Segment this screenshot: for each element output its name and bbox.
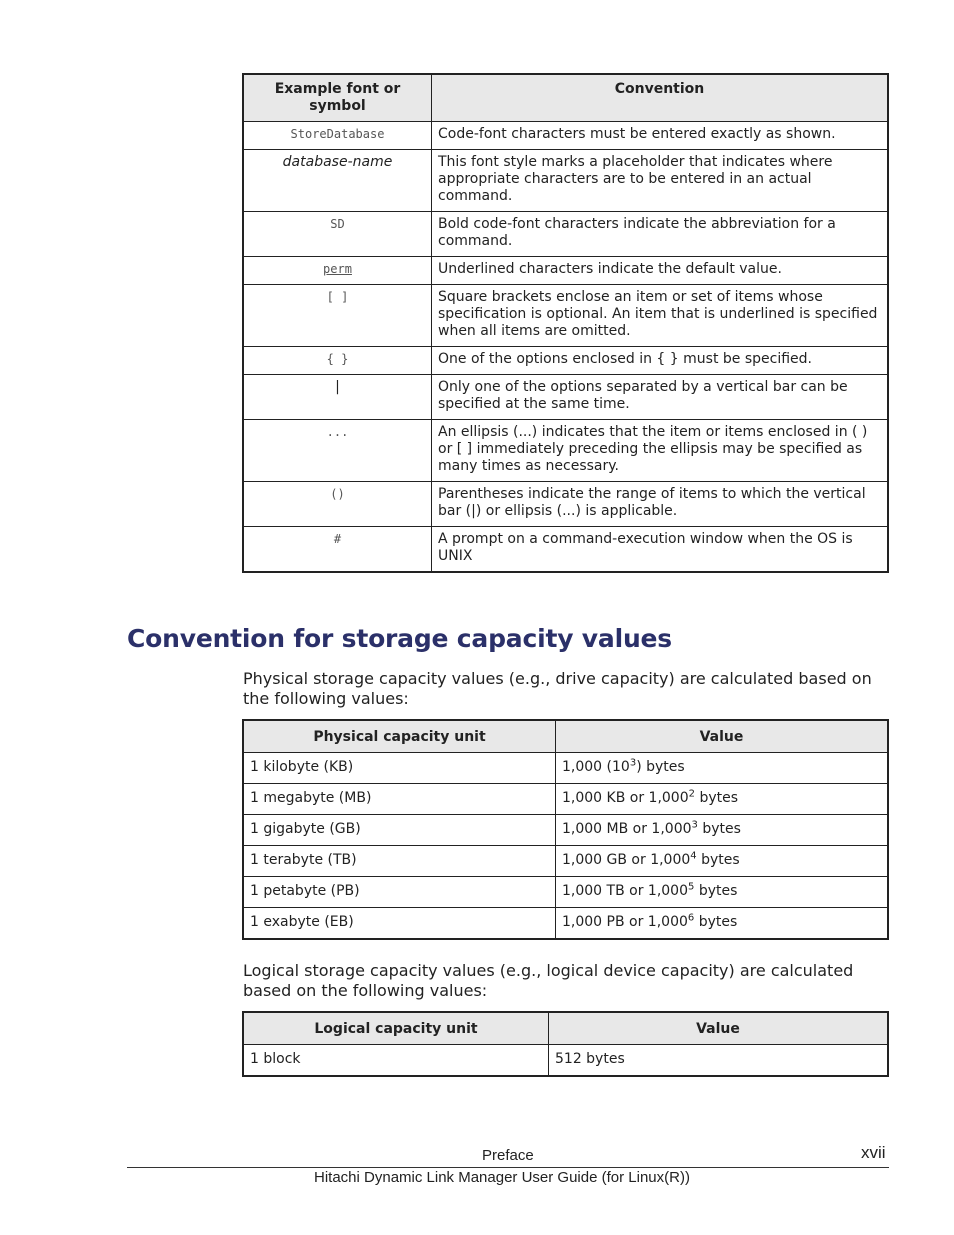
logical-intro-paragraph: Logical storage capacity values (e.g., logical device capacity) are calculated based on the following values: xyxy=(243,961,854,1000)
symbol-text: database-name xyxy=(282,154,393,170)
convention-cell: Underlined characters indicate the default value. xyxy=(432,257,889,285)
convention-cell: Bold code-font characters indicate the abbreviation for a command. xyxy=(432,212,889,257)
exponent: 6 xyxy=(687,912,695,924)
unit-cell: 1 petabyte (PB) xyxy=(243,877,556,908)
value-cell: 1,000 GB or 1,000$^4$ bytes xyxy=(556,846,889,877)
unit-cell: 1 exabyte (EB) xyxy=(243,908,556,940)
table-row xyxy=(243,122,888,150)
exponent: 3 xyxy=(629,757,637,769)
unit-cell: 1 megabyte (MB) xyxy=(243,784,556,815)
table-header-row xyxy=(243,1012,888,1045)
column-header-symbol: Example font or symbol xyxy=(243,74,432,122)
symbol-cell xyxy=(243,150,432,212)
symbol-text: [ ] xyxy=(326,290,349,304)
symbol-cell xyxy=(243,257,432,285)
column-header-unit: Logical capacity unit xyxy=(243,1012,549,1045)
unit-cell: 1 terabyte (TB) xyxy=(243,846,556,877)
column-header-unit: Physical capacity unit xyxy=(243,720,556,753)
convention-cell: Parentheses indicate the range of items to which the vertical bar (|) or ellipsis (...) is applicable. xyxy=(432,482,889,527)
symbol-cell xyxy=(243,122,432,150)
conventions-table xyxy=(242,73,889,573)
symbol-text: perm xyxy=(323,262,352,276)
footer-document-title: Hitachi Dynamic Link Manager User Guide (for Linux(R)) xyxy=(314,1169,690,1186)
table-header-row xyxy=(243,74,888,122)
symbol-text: StoreDatabase xyxy=(290,127,385,141)
convention-cell: A prompt on a command-execution window when the OS is UNIX xyxy=(432,527,889,573)
table-header-row xyxy=(243,720,888,753)
column-header-value: Value xyxy=(549,1012,889,1045)
unit-cell: 1 block xyxy=(243,1045,549,1077)
value-cell: 512 bytes xyxy=(549,1045,889,1077)
exponent: 2 xyxy=(688,788,695,800)
value-cell: 1,000 TB or 1,000$^5$ bytes xyxy=(556,877,889,908)
convention-cell: An ellipsis (...) indicates that the item or items enclosed in ( ) or [ ] immediately preceding the ellipsis may be specified as many times as necessary. xyxy=(432,420,889,482)
section-heading: Convention for storage capacity values xyxy=(127,624,672,653)
table-row xyxy=(243,150,888,212)
table-row xyxy=(243,877,888,908)
symbol-cell xyxy=(243,212,432,257)
symbol-text: # xyxy=(333,532,342,546)
value-cell: 1,000 PB or 1,000$^6$ bytes xyxy=(556,908,889,940)
table-row xyxy=(243,285,888,347)
footer-page-number: xvii xyxy=(861,1143,886,1162)
logical-capacity-table xyxy=(242,1011,889,1077)
table-row xyxy=(243,753,888,784)
symbol-cell xyxy=(243,420,432,482)
table-row xyxy=(243,815,888,846)
table-row xyxy=(243,784,888,815)
table-row xyxy=(243,212,888,257)
symbol-text: ... xyxy=(326,425,349,439)
symbol-text: { } xyxy=(326,352,349,366)
symbol-cell xyxy=(243,347,432,375)
column-header-value: Value xyxy=(556,720,889,753)
physical-capacity-table xyxy=(242,719,889,940)
value-cell: 1,000 $(10^3)$ bytes xyxy=(556,753,889,784)
convention-cell: This font style marks a placeholder that indicates where appropriate characters are to be entered in an actual command. xyxy=(432,150,889,212)
exponent: 3 xyxy=(691,819,698,831)
value-cell: 1,000 MB or 1,000$^3$ bytes xyxy=(556,815,889,846)
symbol-text: SD xyxy=(330,217,345,231)
table-row xyxy=(243,1045,888,1077)
unit-cell: 1 kilobyte (KB) xyxy=(243,753,556,784)
table-row xyxy=(243,420,888,482)
exponent: 4 xyxy=(690,850,697,862)
table-row xyxy=(243,846,888,877)
exponent: 5 xyxy=(688,881,695,893)
value-cell: 1,000 KB or 1,000$^2$ bytes xyxy=(556,784,889,815)
table-row xyxy=(243,482,888,527)
symbol-cell xyxy=(243,527,432,573)
convention-cell: One of the options enclosed in { } must be specified. xyxy=(432,347,889,375)
convention-cell: Code-font characters must be entered exactly as shown. xyxy=(432,122,889,150)
convention-cell: Only one of the options separated by a vertical bar can be specified at the same time. xyxy=(432,375,889,420)
footer-section-name: Preface xyxy=(482,1147,534,1164)
footer-divider xyxy=(127,1167,889,1168)
symbol-cell xyxy=(243,482,432,527)
symbol-text: | xyxy=(335,379,340,395)
unit-cell: 1 gigabyte (GB) xyxy=(243,815,556,846)
symbol-text: () xyxy=(330,487,345,501)
convention-cell: Square brackets enclose an item or set of items whose specification is optional. An item that is underlined is specified when all items are omitted. xyxy=(432,285,889,347)
table-row xyxy=(243,257,888,285)
physical-intro-paragraph: Physical storage capacity values (e.g., drive capacity) are calculated based on the following values: xyxy=(243,669,872,708)
symbol-cell xyxy=(243,375,432,420)
symbol-cell xyxy=(243,285,432,347)
table-row xyxy=(243,527,888,573)
table-row xyxy=(243,347,888,375)
column-header-convention: Convention xyxy=(432,74,889,122)
table-row xyxy=(243,375,888,420)
table-row xyxy=(243,908,888,940)
